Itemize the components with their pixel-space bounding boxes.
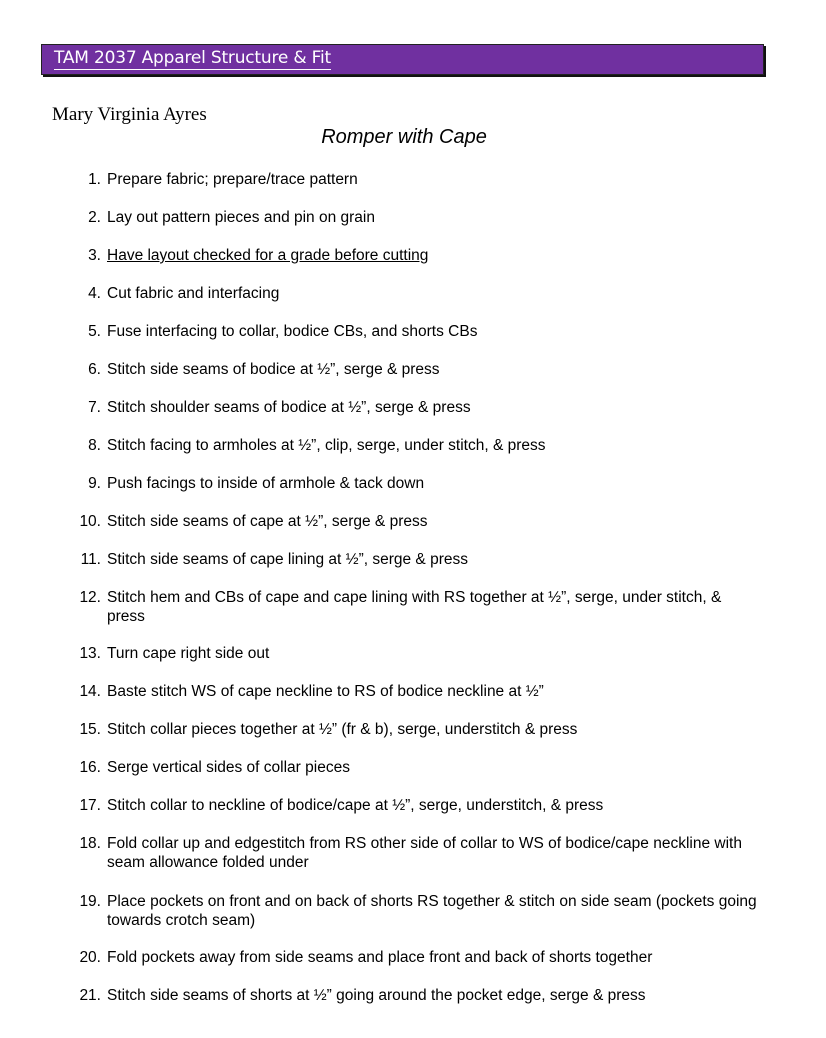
step-text: Stitch shoulder seams of bodice at ½”, serge & press — [107, 399, 471, 416]
step-number: 6. — [88, 361, 101, 378]
step-number: 2. — [88, 209, 101, 226]
step-text: Have layout checked for a grade before cutting — [107, 247, 429, 264]
step-text: Cut fabric and interfacing — [107, 285, 280, 302]
step-number: 18. — [79, 835, 101, 852]
step-text: Lay out pattern pieces and pin on grain — [107, 209, 375, 226]
step-text: Prepare fabric; prepare/trace pattern — [107, 171, 358, 188]
document-title: Romper with Cape — [321, 126, 487, 148]
step-text: Stitch side seams of shorts at ½” going around the pocket edge, serge & press — [107, 987, 646, 1004]
step-number: 3. — [88, 247, 101, 264]
step-number: 9. — [88, 475, 101, 492]
step-text: Fuse interfacing to collar, bodice CBs, and shorts CBs — [107, 323, 478, 340]
step-text: Serge vertical sides of collar pieces — [107, 759, 350, 776]
step-text: Turn cape right side out — [107, 645, 270, 662]
step-number: 21. — [79, 987, 101, 1004]
step-number: 7. — [88, 399, 101, 416]
step-text: Place pockets on front and on back of shorts RS together & stitch on side seam (pockets going towards crotch seam) — [107, 893, 757, 929]
step-number: 8. — [88, 437, 101, 454]
step-text: Fold collar up and edgestitch from RS other side of collar to WS of bodice/cape neckline with seam allowance folded under — [107, 835, 742, 871]
step-number: 10. — [79, 513, 101, 530]
step-number: 20. — [79, 949, 101, 966]
step-text: Stitch collar to neckline of bodice/cape at ½”, serge, understitch, & press — [107, 797, 604, 814]
step-number: 15. — [79, 721, 101, 738]
step-number: 11. — [80, 551, 101, 568]
step-number: 13. — [79, 645, 101, 662]
step-text: Stitch hem and CBs of cape and cape lining with RS together at ½”, serge, under stitch, & press — [107, 589, 722, 625]
step-text: Stitch side seams of cape at ½”, serge & press — [107, 513, 428, 530]
author-name: Mary Virginia Ayres — [52, 104, 207, 125]
step-text: Fold pockets away from side seams and place front and back of shorts together — [107, 949, 653, 966]
step-number: 14. — [79, 683, 101, 700]
step-number: 17. — [79, 797, 101, 814]
step-text: Push facings to inside of armhole & tack down — [107, 475, 425, 492]
step-text: Stitch side seams of cape lining at ½”, serge & press — [107, 551, 468, 568]
step-number: 5. — [88, 323, 101, 340]
step-number: 4. — [88, 285, 101, 302]
step-number: 19. — [79, 893, 101, 910]
step-number: 16. — [79, 759, 101, 776]
course-title: TAM 2037 Apparel Structure & Fit — [54, 48, 331, 68]
step-text: Stitch facing to armholes at ½”, clip, serge, under stitch, & press — [107, 437, 546, 454]
step-text: Baste stitch WS of cape neckline to RS of bodice neckline at ½” — [107, 683, 544, 700]
step-text: Stitch side seams of bodice at ½”, serge & press — [107, 361, 440, 378]
step-text: Stitch collar pieces together at ½” (fr & b), serge, understitch & press — [107, 721, 578, 738]
step-number: 1. — [88, 171, 101, 188]
step-number: 12. — [79, 589, 101, 606]
